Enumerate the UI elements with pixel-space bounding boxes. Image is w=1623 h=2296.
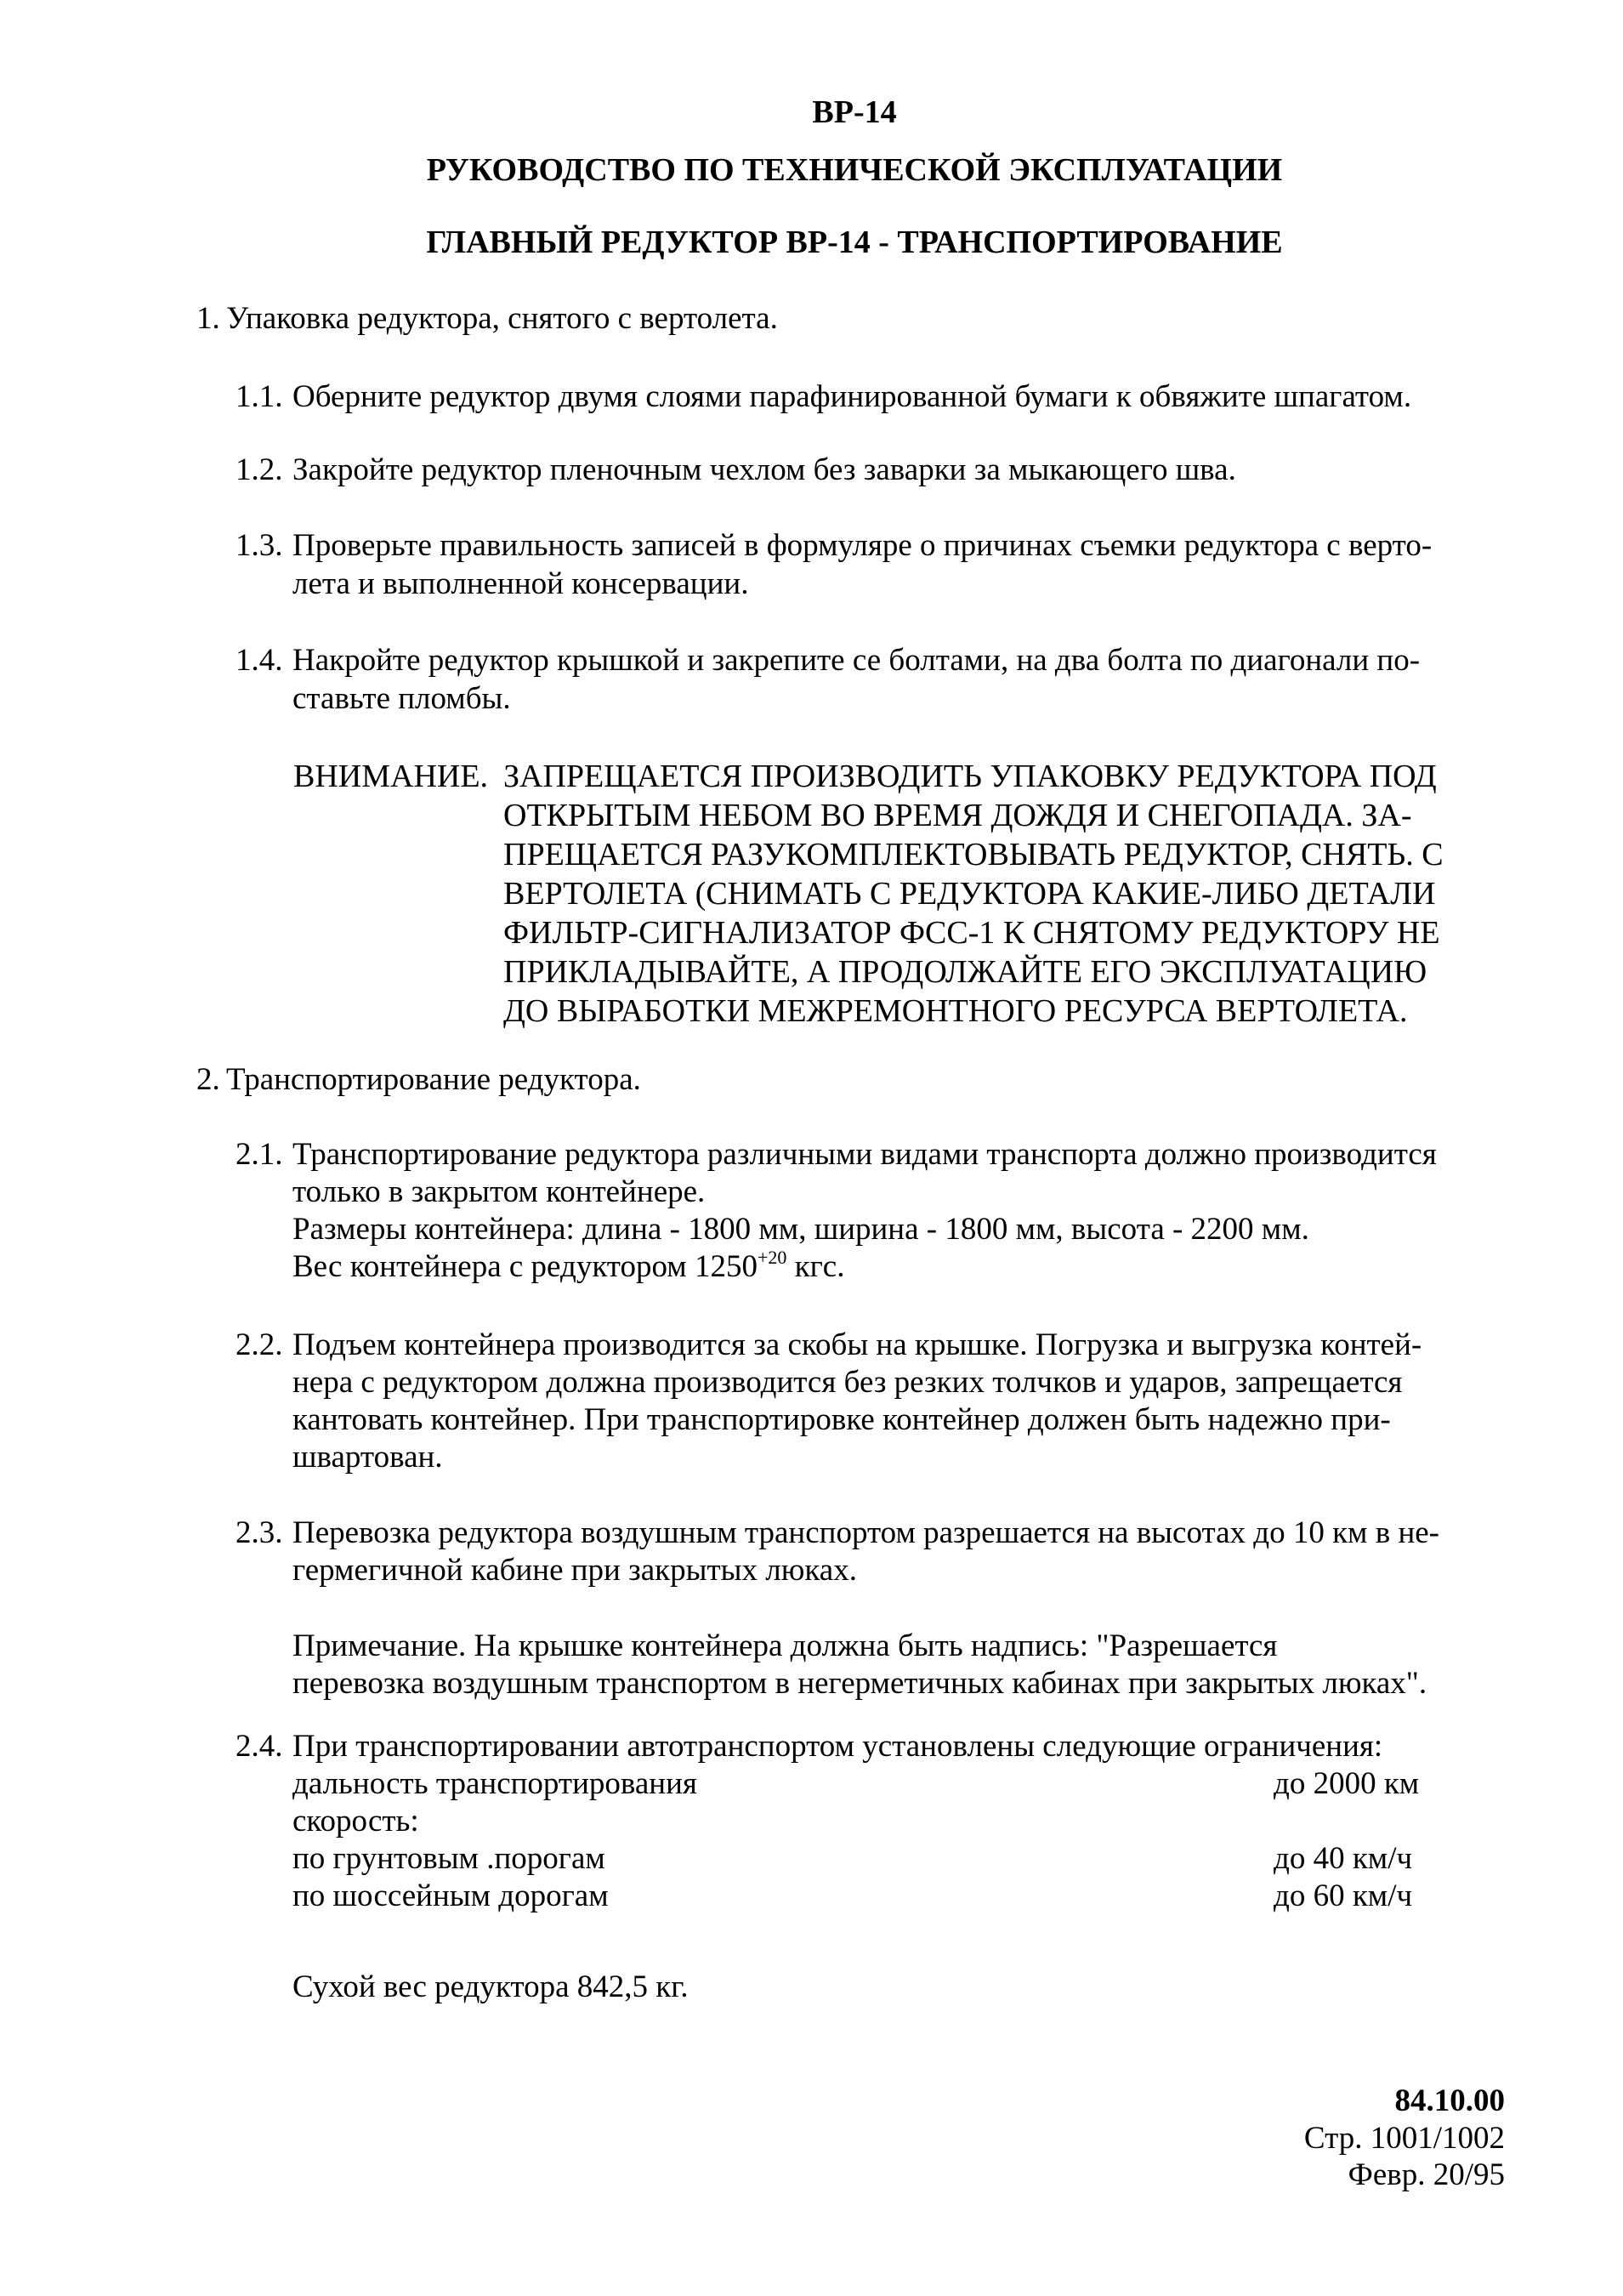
item-text: Подъем контейнера производится за скобы на крышке. Погрузка и выгрузка контей-: [292, 1327, 1422, 1362]
section-number: 2.: [196, 1062, 220, 1097]
weight-value: 1250: [694, 1249, 758, 1284]
warning-line: ПРИКЛАДЫВАЙТЕ, А ПРОДОЛЖАЙТЕ ЕГО ЭКСПЛУАТАЦИЮ: [503, 954, 1427, 990]
warning-line: ПРЕЩАЕТСЯ РАЗУКОМПЛЕКТОВЫВАТЬ РЕДУКТОР, СНЯТЬ. С: [503, 837, 1444, 872]
item-text: только в закрытом контейнере.: [292, 1174, 706, 1209]
dry-weight: Сухой вес редуктора 842,5 кг.: [292, 1969, 689, 2004]
item-text: Проверьте правильность записей в формуляре о причинах съемки редуктора с верто-: [292, 528, 1433, 563]
item-number: 2.4.: [236, 1729, 283, 1764]
limit-value: до 2000 км: [1274, 1766, 1420, 1801]
item-text: лета и выполненной консервации.: [292, 566, 749, 601]
note-text: перевозка воздушным транспортом в негерметичных кабинах при закрытых люках".: [292, 1666, 1427, 1701]
item-number: 2.3.: [236, 1515, 283, 1550]
item-number: 2.1.: [236, 1137, 283, 1172]
item-text: Закройте редуктор пленочным чехлом без заварки за мыкающего шва.: [292, 452, 1236, 487]
item-text: кантовать контейнер. При транспортировке контейнер должен быть надежно при-: [292, 1402, 1391, 1437]
item-number: 1.1.: [236, 379, 283, 414]
item-text: нера с редуктором должна производится без резких толчков и ударов, запрещается: [292, 1365, 1403, 1400]
container-weight: [292, 1247, 844, 1286]
limit-label: по грунтовым .порогам: [292, 1841, 605, 1876]
weight-unit: кгс.: [786, 1249, 845, 1284]
weight-label: Вес контейнера с редуктором: [292, 1249, 695, 1284]
page-number: Стр. 1001/1002: [1303, 2121, 1505, 2156]
item-number: 1.2.: [236, 452, 283, 487]
revision-date: Февр. 20/95: [1348, 2157, 1505, 2192]
item-text: швартован.: [292, 1440, 443, 1475]
warning-line: ЗАПРЕЩАЕТСЯ ПРОИЗВОДИТЬ УПАКОВКУ РЕДУКТОРА ПОД: [503, 759, 1437, 794]
item-number: 1.4.: [236, 643, 283, 678]
warning-line: ФИЛЬТР-СИГНАЛИЗАТОР ФСС-1 К СНЯТОМУ РЕДУКТОРУ НЕ: [503, 915, 1440, 951]
limit-label: дальность транспортирования: [292, 1766, 697, 1801]
warning-line: ВЕРТОЛЕТА (СНИМАТЬ С РЕДУКТОРА КАКИЕ-ЛИБО ДЕТАЛИ: [503, 876, 1436, 912]
item-text: Перевозка редуктора воздушным транспортом разрешается на высотах до 10 км в не-: [292, 1515, 1439, 1550]
item-text: При транспортировании автотранспортом установлены следующие ограничения:: [292, 1729, 1383, 1764]
section-title: ГЛАВНЫЙ РЕДУКТОР ВР-14 - ТРАНСПОРТИРОВАНИЕ: [426, 224, 1283, 260]
weight-tolerance: +20: [757, 1247, 787, 1268]
manual-title: РУКОВОДСТВО ПО ТЕХНИЧЕСКОЙ ЭКСПЛУАТАЦИИ: [426, 152, 1283, 188]
container-dimensions: Размеры контейнера: длина - 1800 мм, ширина - 1800 мм, высота - 2200 мм.: [292, 1212, 1309, 1247]
section-heading: Транспортирование редуктора.: [226, 1062, 641, 1097]
item-number: 1.3.: [236, 528, 283, 563]
item-text: Транспортирование редуктора различными видами транспорта должно производится: [292, 1137, 1437, 1172]
warning-line: ДО ВЫРАБОТКИ МЕЖРЕМОНТНОГО РЕСУРСА ВЕРТОЛЕТА.: [503, 993, 1408, 1029]
limit-value: до 40 км/ч: [1274, 1841, 1413, 1876]
limit-label: скорость:: [292, 1804, 419, 1839]
limit-value: до 60 км/ч: [1274, 1878, 1413, 1913]
item-text: Накройте редуктор крышкой и закрепите се болтами, на два болта по диагонали по-: [292, 643, 1421, 678]
item-text: гермегичной кабине при закрытых люках.: [292, 1553, 857, 1588]
section-number: 1.: [196, 301, 220, 336]
document-code: ВР-14: [812, 94, 897, 130]
item-text: Оберните редуктор двумя слоями парафинированной бумаги к обвяжите шпагатом.: [292, 379, 1412, 414]
doc-number: 84.10.00: [1394, 2083, 1505, 2118]
item-text: ставьте пломбы.: [292, 681, 511, 716]
section-heading: Упаковка редуктора, снятого с вертолета.: [226, 301, 778, 336]
item-number: 2.2.: [236, 1327, 283, 1362]
warning-line: ОТКРЫТЫМ НЕБОМ ВО ВРЕМЯ ДОЖДЯ И СНЕГОПАДА. ЗА-: [503, 798, 1412, 833]
limit-label: по шоссейным дорогам: [292, 1878, 609, 1913]
warning-label: ВНИМАНИЕ.: [293, 759, 489, 794]
note-text: Примечание. На крышке контейнера должна быть надпись: "Разрешается: [292, 1628, 1278, 1663]
